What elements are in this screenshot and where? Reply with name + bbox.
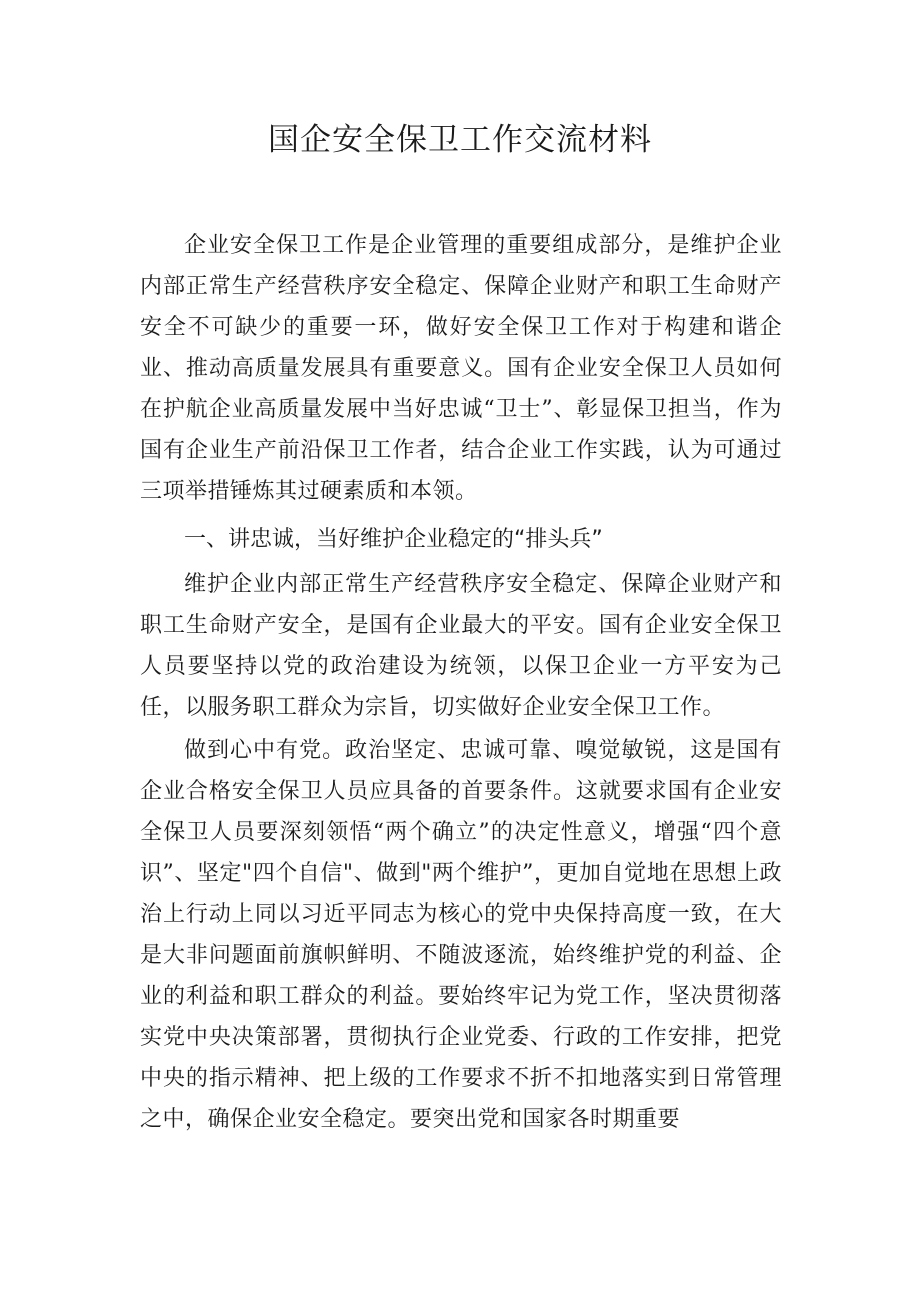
section-1-paragraph-2: 做到心中有党。政治坚定、忠诚可靠、嗅觉敏锐，这是国有企业合格安全保卫人员应具备的首要条件。这就要求国有企业安全保卫人员要深刻领悟“两个确立”的决定性意义，增强“四个意识”、坚定"四个自信"、做到"两个维护”，更加自觉地在思想上政治上行动上同以习近平同志为核心的党中央保持高度一致，在大是大非问题面前旗帜鲜明、不随波逐流，始终维护党的利益、企业的利益和职工群众的利益。要始终牢记为党工作，坚决贯彻落实党中央决策部署，贯彻执行企业党委、行政的工作安排，把党中央的指示精神、把上级的工作要求不折不扣地落实到日常管理之中，确保企业安全稳定。要突出党和国家各时期重要 (140, 738, 782, 1132)
document-title: 国企安全保卫工作交流材料 (268, 122, 652, 158)
intro-paragraph: 企业安全保卫工作是企业管理的重要组成部分，是维护企业内部正常生产经营秩序安全稳定、保障企业财产和职工生命财产安全不可缺少的重要一环，做好安全保卫工作对于构建和谐企业、推动高质量发展具有重要意义。国有企业安全保卫人员如何在护航企业高质量发展中当好忠诚“卫士”、彰显保卫担当，作为国有企业生产前沿保卫工作者，结合企业工作实践，认为可通过三项举措锤炼其过硬素质和本领。 (140, 233, 782, 504)
section-1-heading: 一、讲忠诚，当好维护企业稳定的“排头兵” (184, 527, 603, 552)
section-1-paragraph-1: 维护企业内部正常生产经营秩序安全稳定、保障企业财产和职工生命财产安全，是国有企业最大的平安。国有企业安全保卫人员要坚持以党的政治建设为统领，以保卫企业一方平安为己任，以服务职工群众为宗旨，切实做好企业安全保卫工作。 (140, 572, 782, 720)
document-body (140, 225, 782, 1140)
